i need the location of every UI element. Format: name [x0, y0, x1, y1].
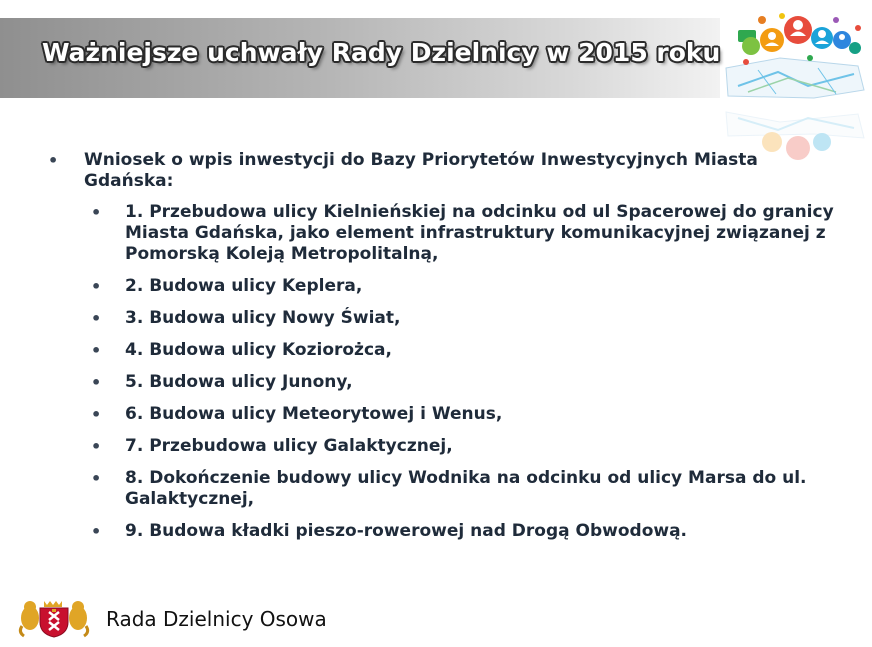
- list-item: [48, 276, 848, 297]
- list-item-text: 8. Dokończenie budowy ulicy Wodnika na odcinku od ulicy Marsa do ul. Galaktycznej,: [125, 468, 807, 509]
- bullet-icon: •: [91, 405, 102, 424]
- list-item: [48, 521, 848, 542]
- bullet-icon: •: [91, 373, 102, 392]
- footer-label: Rada Dzielnicy Osowa: [106, 607, 327, 631]
- bullet-icon: •: [91, 469, 102, 488]
- list-item-text: 3. Budowa ulicy Nowy Świat,: [125, 308, 401, 328]
- gdansk-coat-of-arms-icon: [14, 596, 94, 638]
- list-item: [48, 372, 848, 393]
- bullet-icon: •: [91, 437, 102, 456]
- list-item: [48, 436, 848, 457]
- main-bullet-item: [48, 150, 848, 192]
- slide-title: Ważniejsze uchwały Rady Dzielnicy w 2015 roku: [42, 38, 721, 67]
- list-item: [48, 340, 848, 361]
- list-item-text: 5. Budowa ulicy Junony,: [125, 372, 353, 392]
- social-network-map-icon: [718, 6, 868, 166]
- slide-content: [48, 150, 848, 553]
- list-item: [48, 468, 848, 510]
- list-item-text: 6. Budowa ulicy Meteorytowej i Wenus,: [125, 404, 503, 424]
- bullet-icon: •: [91, 277, 102, 296]
- bullet-icon: •: [91, 522, 102, 541]
- list-item: [48, 308, 848, 329]
- list-item-text: 9. Budowa kładki pieszo-rowerowej nad Drogą Obwodową.: [125, 521, 688, 541]
- list-item: [48, 404, 848, 425]
- main-item-text: Wniosek o wpis inwestycji do Bazy Priorytetów Inwestycyjnych Miasta Gdańska:: [84, 150, 758, 191]
- list-item-text: 4. Budowa ulicy Koziorożca,: [125, 340, 392, 360]
- investment-list: [48, 202, 848, 542]
- bullet-icon: •: [91, 341, 102, 360]
- list-item-text: 1. Przebudowa ulicy Kielnieńskiej na odcinku od ul Spacerowej do granicy Miasta Gdańska, jako element infrastruktury komunikacyjnej związanej z Pomorską Koleją Metropolitalną,: [125, 202, 834, 264]
- list-item: [48, 202, 848, 265]
- bullet-icon: •: [48, 151, 59, 170]
- bullet-icon: •: [91, 309, 102, 328]
- bullet-icon: •: [91, 203, 102, 222]
- list-item-text: 2. Budowa ulicy Keplera,: [125, 276, 363, 296]
- list-item-text: 7. Przebudowa ulicy Galaktycznej,: [125, 436, 453, 456]
